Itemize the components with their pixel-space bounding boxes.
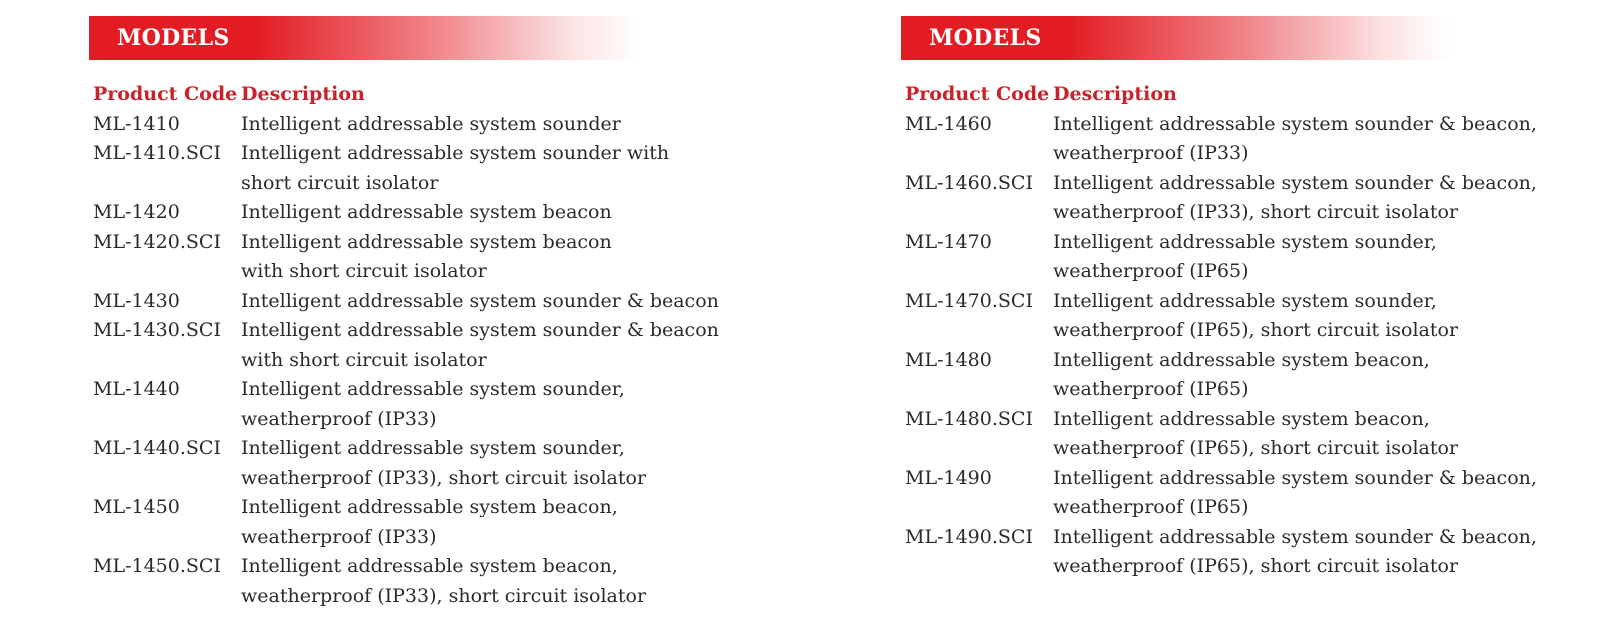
description-line: with short circuit isolator — [241, 348, 487, 371]
table-row — [93, 110, 719, 140]
table-row — [905, 464, 1537, 523]
models-table — [905, 80, 1537, 582]
description-line: Intelligent addressable system sounder — [241, 112, 621, 135]
table-row — [93, 375, 719, 434]
table-row — [905, 405, 1537, 464]
description-line: weatherproof (IP33) — [1053, 142, 1249, 164]
description-line: Intelligent addressable system sounder & beacon, — [1053, 112, 1537, 135]
product-code: ML-1420 — [93, 201, 180, 223]
description-line: Intelligent addressable system beacon, — [241, 496, 618, 518]
table-row — [93, 228, 719, 287]
description-line: weatherproof (IP65) — [1053, 260, 1249, 282]
description-line: weatherproof (IP33), short circuit isolator — [241, 466, 647, 489]
product-description — [1053, 287, 1537, 346]
product-code: ML-1450.SCI — [93, 555, 221, 577]
product-description — [1053, 523, 1537, 582]
product-code: ML-1480 — [905, 348, 992, 371]
header-product-code: Product Code — [93, 83, 238, 105]
description-line: Intelligent addressable system beacon, — [1053, 407, 1430, 430]
product-code: ML-1440 — [93, 378, 180, 400]
banner-title: MODELS — [929, 25, 1042, 51]
product-code: ML-1470.SCI — [905, 289, 1033, 312]
description-line: weatherproof (IP65), short circuit isolator — [1053, 555, 1459, 577]
header-description: Description — [241, 83, 365, 105]
product-code: ML-1410 — [93, 112, 180, 135]
description-line: weatherproof (IP33) — [241, 525, 437, 548]
product-code: ML-1410.SCI — [93, 142, 221, 164]
product-description — [241, 493, 719, 552]
product-code: ML-1460 — [905, 112, 992, 135]
product-description — [241, 375, 719, 434]
description-line: weatherproof (IP65), short circuit isolator — [1053, 319, 1459, 341]
product-code: ML-1420.SCI — [93, 230, 221, 253]
table-row — [93, 139, 719, 198]
models-panel-right — [901, 16, 1591, 582]
product-code: ML-1470 — [905, 230, 992, 253]
description-line: Intelligent addressable system sounder, — [241, 378, 625, 400]
table-header-row — [93, 80, 719, 110]
product-description — [1053, 464, 1537, 523]
description-line: weatherproof (IP65) — [1053, 378, 1249, 400]
table-row — [905, 228, 1537, 287]
models-banner — [89, 16, 639, 60]
description-line: with short circuit isolator — [241, 260, 487, 282]
description-line: Intelligent addressable system beacon, — [1053, 348, 1430, 371]
table-row — [905, 523, 1537, 582]
product-code: ML-1490.SCI — [905, 525, 1033, 548]
table-body — [905, 110, 1537, 582]
product-description — [241, 139, 719, 198]
product-description — [1053, 228, 1537, 287]
banner-title: MODELS — [117, 25, 230, 51]
table-row — [93, 493, 719, 552]
description-line: Intelligent addressable system sounder, — [241, 437, 625, 459]
table-row — [93, 287, 719, 317]
table-row — [93, 552, 719, 611]
models-table — [93, 80, 719, 611]
description-line: Intelligent addressable system sounder & beacon — [241, 289, 719, 312]
product-code: ML-1490 — [905, 466, 992, 489]
product-description — [241, 110, 719, 140]
product-code: ML-1430.SCI — [93, 319, 221, 341]
description-line: Intelligent addressable system beacon — [241, 201, 612, 223]
description-line: Intelligent addressable system sounder & beacon, — [1053, 525, 1537, 548]
table-row — [905, 287, 1537, 346]
product-description — [1053, 405, 1537, 464]
description-line: weatherproof (IP33), short circuit isolator — [241, 584, 647, 607]
description-line: Intelligent addressable system sounder, — [1053, 289, 1437, 312]
table-row — [905, 110, 1537, 169]
product-description — [241, 198, 719, 228]
product-description — [241, 287, 719, 317]
description-line: Intelligent addressable system sounder & beacon, — [1053, 466, 1537, 489]
table-body — [93, 110, 719, 612]
product-description — [1053, 110, 1537, 169]
product-description — [241, 434, 719, 493]
description-line: Intelligent addressable system sounder & beacon — [241, 319, 719, 341]
description-line: Intelligent addressable system sounder with — [241, 142, 670, 164]
description-line: short circuit isolator — [241, 171, 439, 194]
description-line: weatherproof (IP33), short circuit isolator — [1053, 201, 1459, 223]
table-row — [93, 434, 719, 493]
product-code: ML-1460.SCI — [905, 171, 1033, 194]
product-description — [241, 228, 719, 287]
description-line: weatherproof (IP65) — [1053, 496, 1249, 518]
description-line: Intelligent addressable system sounder, — [1053, 230, 1437, 253]
product-code: ML-1480.SCI — [905, 407, 1033, 430]
description-line: Intelligent addressable system beacon, — [241, 555, 618, 577]
product-description — [241, 552, 719, 611]
models-banner — [901, 16, 1451, 60]
product-code: ML-1450 — [93, 496, 180, 518]
product-code: ML-1430 — [93, 289, 180, 312]
product-description — [1053, 346, 1537, 405]
table-row — [905, 169, 1537, 228]
product-description — [241, 316, 719, 375]
description-line: Intelligent addressable system beacon — [241, 230, 612, 253]
description-line: weatherproof (IP33) — [241, 407, 437, 430]
header-product-code: Product Code — [905, 83, 1050, 105]
table-row — [93, 198, 719, 228]
table-row — [93, 316, 719, 375]
table-header-row — [905, 80, 1537, 110]
product-code: ML-1440.SCI — [93, 437, 221, 459]
description-line: weatherproof (IP65), short circuit isolator — [1053, 437, 1459, 459]
product-description — [1053, 169, 1537, 228]
description-line: Intelligent addressable system sounder & beacon, — [1053, 171, 1537, 194]
table-row — [905, 346, 1537, 405]
header-description: Description — [1053, 83, 1177, 105]
models-panel-left — [89, 16, 749, 611]
